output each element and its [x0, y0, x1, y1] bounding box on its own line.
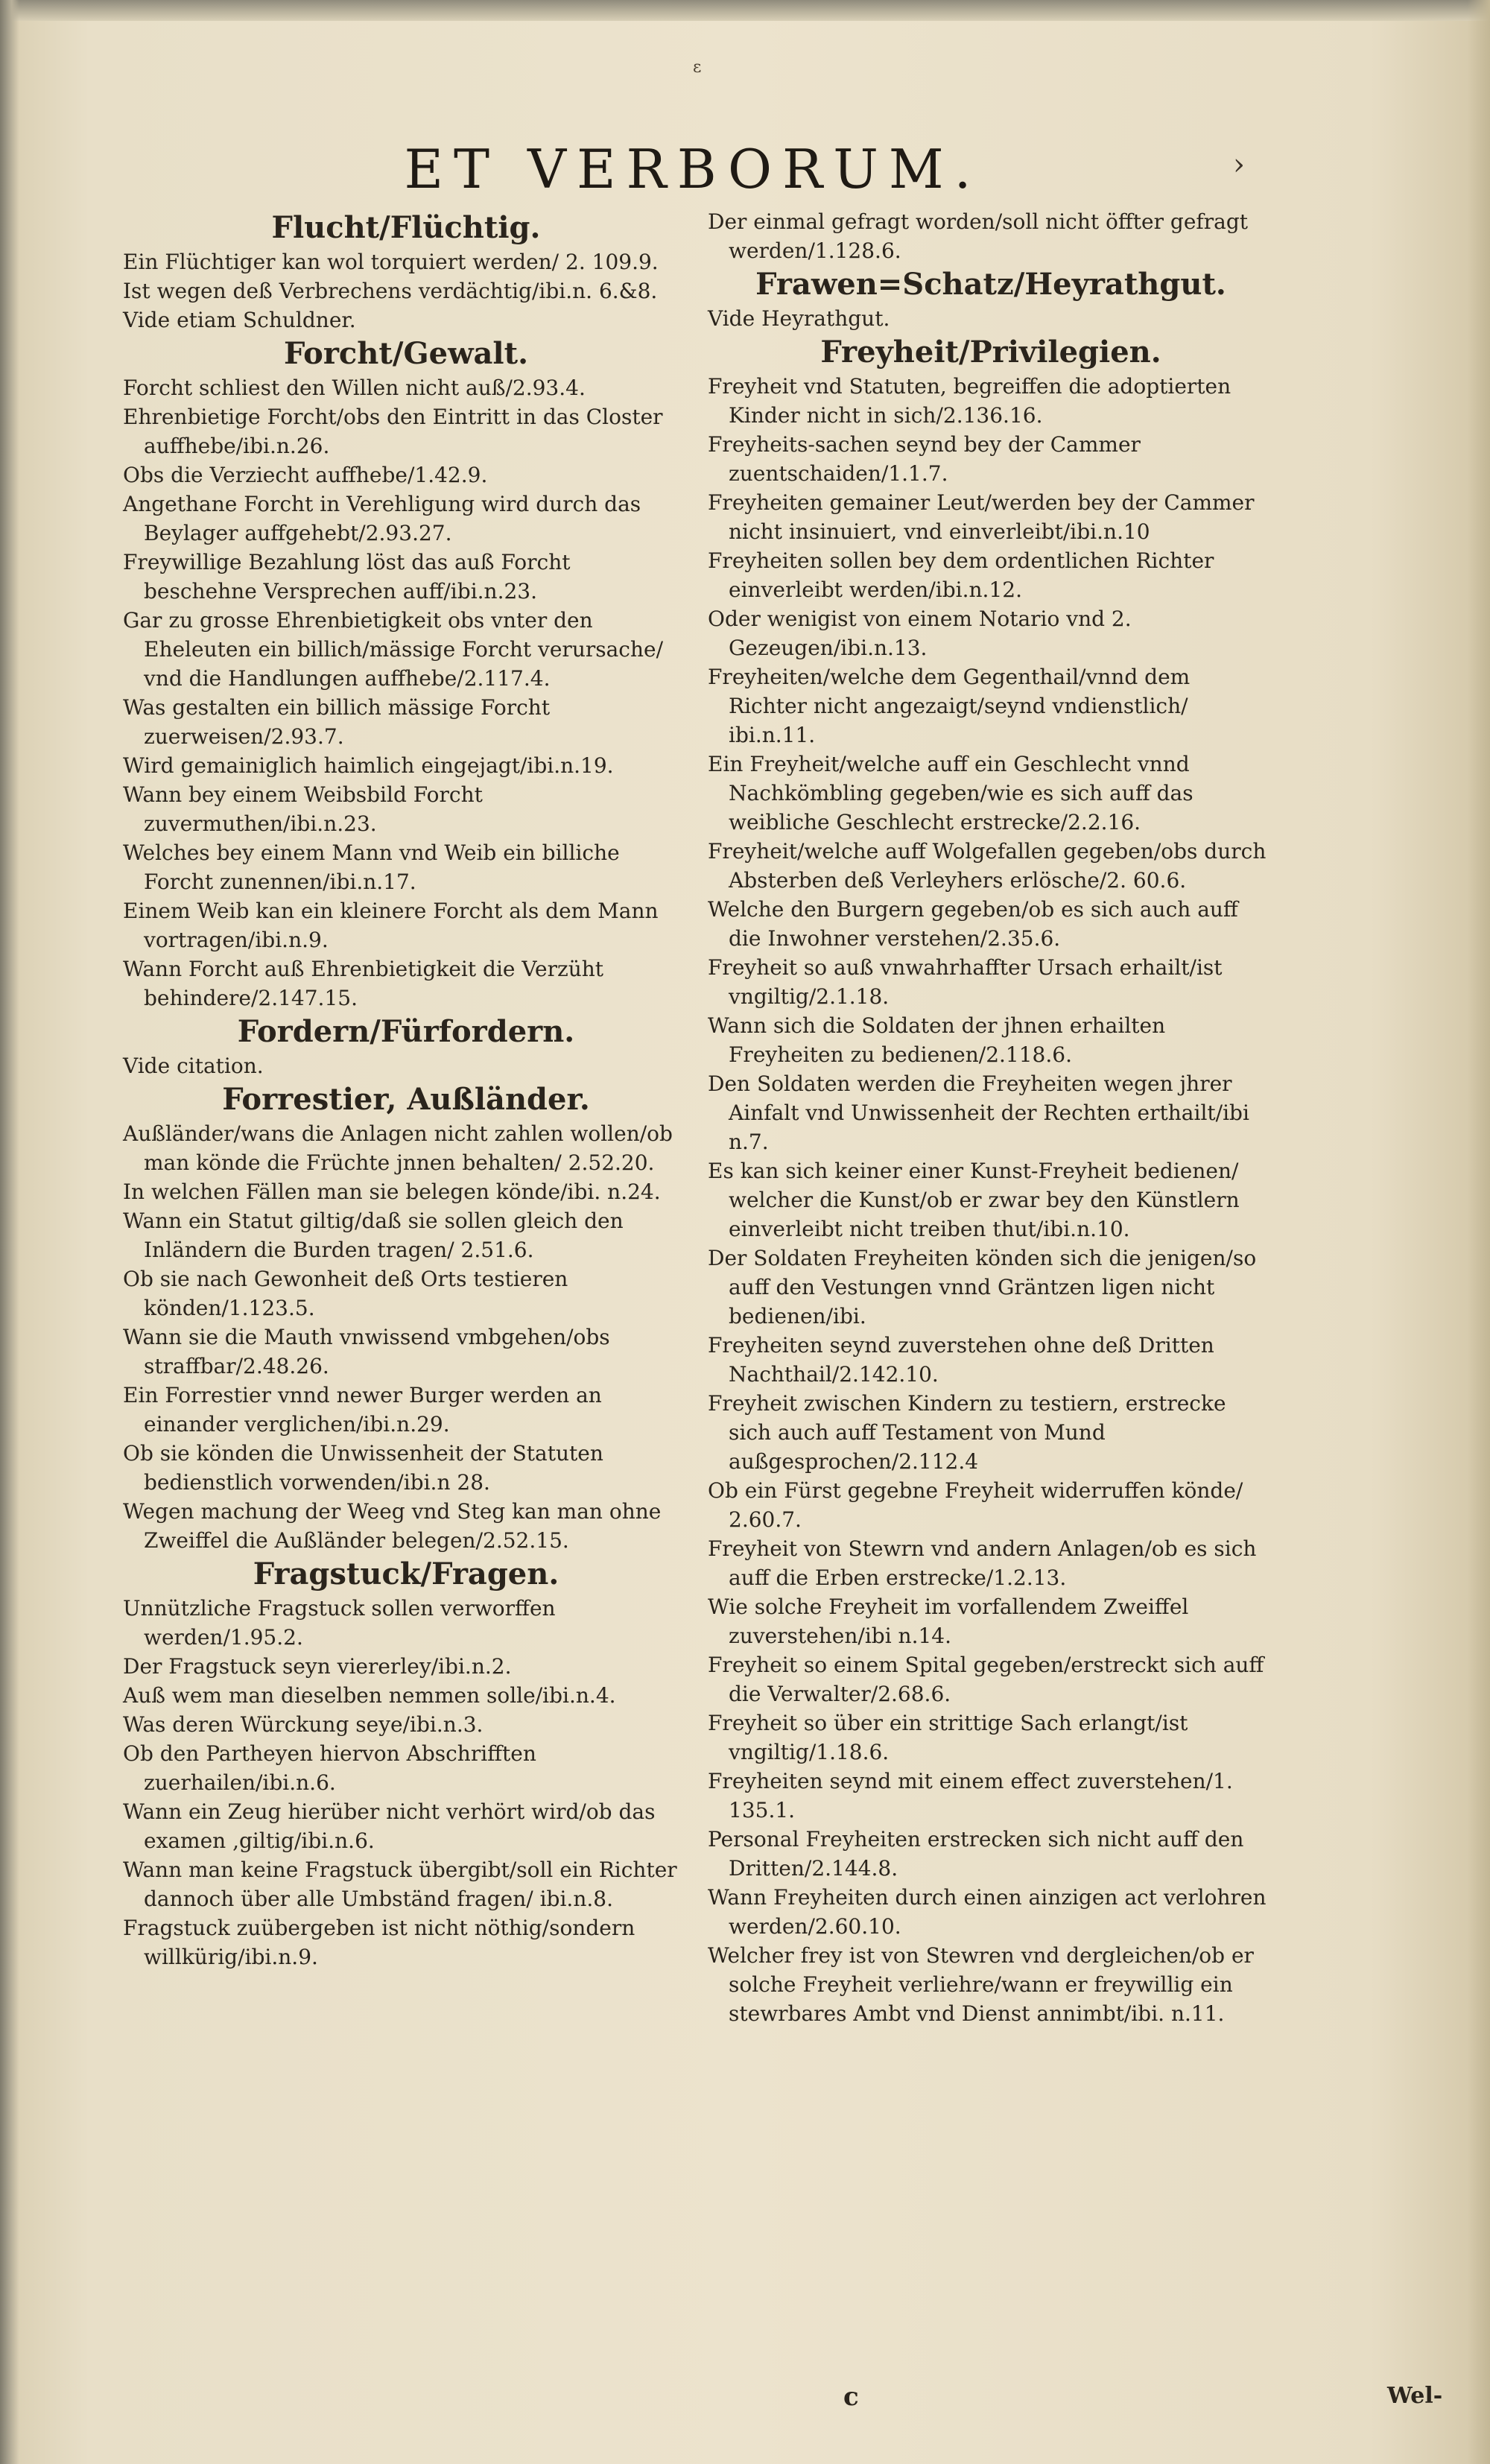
- index-entry: Angethane Forcht in Verehligung wird durch das Beylager auffgehebt/2.93.27.: [123, 492, 641, 545]
- index-heading: Forcht/Gewalt.: [283, 336, 529, 371]
- index-entry: Freywillige Bezahlung löst das auß Forcht beschehne Versprechen auff/ibi.n.23.: [123, 550, 571, 604]
- index-entry: Gar zu grosse Ehrenbietigkeit obs vnter den Eheleuten ein billich/mässige Forcht verursache/ vnd die Handlungen auffhebe/2.117.4.: [123, 608, 664, 691]
- index-entry: Ein Forrestier vnnd newer Burger werden an einander verglichen/ibi.n.29.: [123, 1383, 602, 1437]
- index-entry: Ob den Partheyen hiervon Abschrifften zuerhailen/ibi.n.6.: [123, 1741, 536, 1795]
- index-entry: Freyheit so einem Spital gegeben/erstreckt sich auff die Verwalter/2.68.6.: [708, 1653, 1264, 1706]
- index-entry: Der Soldaten Freyheiten könden sich die jenigen/so auff den Vestungen vnnd Gräntzen ligen nicht bedienen/ibi.: [708, 1246, 1257, 1328]
- index-heading: Frawen=Schatz/Heyrathgut.: [755, 267, 1226, 302]
- index-entry: Freyheit von Stewrn vnd andern Anlagen/ob es sich auff die Erben erstrecke/1.2.13.: [708, 1536, 1257, 1590]
- index-entry: Welche den Burgern gegeben/ob es sich auch auff die Inwohner verstehen/2.35.6.: [708, 897, 1238, 951]
- index-heading: Fordern/Fürfordern.: [237, 1014, 575, 1049]
- index-entry: Vide citation.: [123, 1054, 264, 1078]
- index-entry: Auß wem man dieselben nemmen solle/ibi.n.4.: [123, 1683, 616, 1708]
- index-entry: Wann man keine Fragstuck übergibt/soll ein Richter dannoch über alle Umbständ fragen/ ibi.n.8.: [123, 1857, 677, 1911]
- index-entry: Es kan sich keiner einer Kunst-Freyheit bedienen/ welcher die Kunst/ob er zwar bey den Künstlern einverleibt nicht treiben thut/ibi.n.10.: [708, 1159, 1240, 1241]
- index-entry: Freyheiten seynd mit einem effect zuverstehen/1. 135.1.: [708, 1769, 1233, 1822]
- index-entry: Was deren Würckung seye/ibi.n.3.: [123, 1712, 484, 1737]
- index-entry: Freyheit zwischen Kindern zu testiern, erstrecke sich auch auff Testament von Mund außgesprochen/2.112.4: [708, 1391, 1226, 1474]
- index-heading: Flucht/Flüchtig.: [271, 210, 541, 245]
- index-entry: Freyheiten seynd zuverstehen ohne deß Dritten Nachthail/2.142.10.: [708, 1333, 1214, 1387]
- index-entry: Ein Freyheit/welche auff ein Geschlecht vnnd Nachkömbling gegeben/wie es sich auff das weibliche Geschlecht erstrecke/2.2.16.: [708, 752, 1193, 834]
- index-entry: Was gestalten ein billich mässige Forcht zuerweisen/2.93.7.: [123, 695, 551, 749]
- index-entry: Personal Freyheiten erstrecken sich nicht auff den Dritten/2.144.8.: [708, 1827, 1244, 1881]
- right-column: [708, 207, 1274, 2028]
- index-entry: Ob sie nach Gewonheit deß Orts testieren könden/1.123.5.: [123, 1267, 568, 1320]
- index-entry: Wird gemainiglich haimlich eingejagt/ibi.n.19.: [123, 753, 614, 778]
- index-entry: Freyheiten sollen bey dem ordentlichen Richter einverleibt werden/ibi.n.12.: [708, 548, 1214, 602]
- index-entry: Welches bey einem Mann vnd Weib ein billiche Forcht zunennen/ibi.n.17.: [123, 840, 620, 894]
- index-entry: Freyheit so über ein strittige Sach erlangt/ist vngiltig/1.18.6.: [708, 1711, 1188, 1764]
- index-entry: Freyheits-sachen seynd bey der Cammer zuentschaiden/1.1.7.: [708, 432, 1141, 486]
- index-entry: Freyheiten/welche dem Gegenthail/vnnd dem Richter nicht angezaigt/seynd vndienstlich/ ibi.n.11.: [708, 665, 1191, 747]
- index-heading: Forrestier, Außländer.: [222, 1082, 590, 1117]
- ink-speck: ε: [693, 58, 702, 77]
- index-entry: Forcht schliest den Willen nicht auß/2.93.4.: [123, 376, 586, 400]
- index-entry: Einem Weib kan ein kleinere Forcht als dem Mann vortragen/ibi.n.9.: [123, 899, 659, 952]
- index-entry: In welchen Fällen man sie belegen könde/ibi. n.24.: [123, 1179, 661, 1204]
- index-entry: Unnützliche Fragstuck sollen verworffen werden/1.95.2.: [123, 1596, 556, 1650]
- index-entry: Vide etiam Schuldner.: [123, 308, 356, 332]
- left-column: [123, 209, 689, 1971]
- page-gutter: [0, 0, 19, 2464]
- index-entry: Wann bey einem Weibsbild Forcht zuvermuthen/ibi.n.23.: [123, 782, 483, 836]
- index-entry: Wegen machung der Weeg vnd Steg kan man ohne Zweiffel die Außländer belegen/2.52.15.: [123, 1499, 662, 1553]
- index-entry: Freyheit so auß vnwahrhaffter Ursach erhailt/ist vngiltig/2.1.18.: [708, 955, 1223, 1009]
- page-right-edge: [1468, 0, 1490, 2464]
- index-entry: Freyheit/welche auff Wolgefallen gegeben/obs durch Absterben deß Verleyhers erlösche/2. 60.6.: [708, 839, 1266, 893]
- index-entry: Obs die Verziecht auffhebe/1.42.9.: [123, 463, 488, 487]
- index-entry: Ehrenbietige Forcht/obs den Eintritt in das Closter auffhebe/ibi.n.26.: [123, 405, 663, 458]
- index-entry: Außländer/wans die Anlagen nicht zahlen wollen/ob man könde die Früchte jnnen behalten/ 2.52.20.: [123, 1121, 673, 1175]
- index-entry: Wann ein Zeug hierüber nicht verhört wird/ob das examen ,giltig/ibi.n.6.: [123, 1799, 656, 1853]
- index-entry: Ist wegen deß Verbrechens verdächtig/ibi.n. 6.&8.: [123, 279, 658, 303]
- index-entry: Der Fragstuck seyn viererley/ibi.n.2.: [123, 1654, 512, 1679]
- index-entry: Oder wenigist von einem Notario vnd 2. Gezeugen/ibi.n.13.: [708, 607, 1132, 660]
- running-header: ET VERBORUM.: [404, 138, 982, 200]
- index-heading: Fragstuck/Fragen.: [253, 1556, 559, 1592]
- index-entry: Wann sie die Mauth vnwissend vmbgehen/obs straffbar/2.48.26.: [123, 1325, 610, 1378]
- index-entry: Fragstuck zuübergeben ist nicht nöthig/sondern willkürig/ibi.n.9.: [123, 1916, 635, 1969]
- index-entry: Freyheit vnd Statuten, begreiffen die adoptierten Kinder nicht in sich/2.136.16.: [708, 374, 1231, 428]
- index-entry: Wann sich die Soldaten der jhnen erhailten Freyheiten zu bedienen/2.118.6.: [708, 1013, 1166, 1067]
- signature-mark: c: [843, 2382, 859, 2412]
- index-entry: Den Soldaten werden die Freyheiten wegen jhrer Ainfalt vnd Unwissenheit der Rechten erthailt/ibi n.7.: [708, 1071, 1249, 1154]
- page-top-edge: [0, 0, 1490, 21]
- index-entry: Freyheiten gemainer Leut/werden bey der Cammer nicht insinuiert, vnd einverleibt/ibi.n.10: [708, 490, 1255, 544]
- margin-mark-icon: ›: [1233, 148, 1245, 182]
- index-entry: Ob ein Fürst gegebne Freyheit widerruffen könde/ 2.60.7.: [708, 1478, 1243, 1532]
- index-entry: Wann Forcht auß Ehrenbietigkeit die Verzüht behindere/2.147.15.: [123, 957, 604, 1010]
- catchword: Wel-: [1387, 2383, 1443, 2409]
- index-entry: Ein Flüchtiger kan wol torquiert werden/ 2. 109.9.: [123, 250, 659, 274]
- index-entry: Wie solche Freyheit im vorfallendem Zweiffel zuverstehen/ibi n.14.: [708, 1594, 1189, 1648]
- index-entry: Wann ein Statut giltig/daß sie sollen gleich den Inländern die Burden tragen/ 2.51.6.: [123, 1209, 624, 1262]
- index-entry: Ob sie könden die Unwissenheit der Statuten bedienstlich vorwenden/ibi.n 28.: [123, 1441, 603, 1495]
- index-entry: Vide Heyrathgut.: [708, 306, 890, 331]
- index-entry: Wann Freyheiten durch einen ainzigen act verlohren werden/2.60.10.: [708, 1885, 1266, 1939]
- index-entry: Welcher frey ist von Stewren vnd dergleichen/ob er solche Freyheit verliehre/wann er freywillig ein stewrbares Ambt vnd Dienst annimbt/ibi. n.11.: [708, 1943, 1254, 2026]
- index-heading: Freyheit/Privilegien.: [820, 335, 1161, 370]
- index-entry: Der einmal gefragt worden/soll nicht öffter gefragt werden/1.128.6.: [708, 209, 1249, 263]
